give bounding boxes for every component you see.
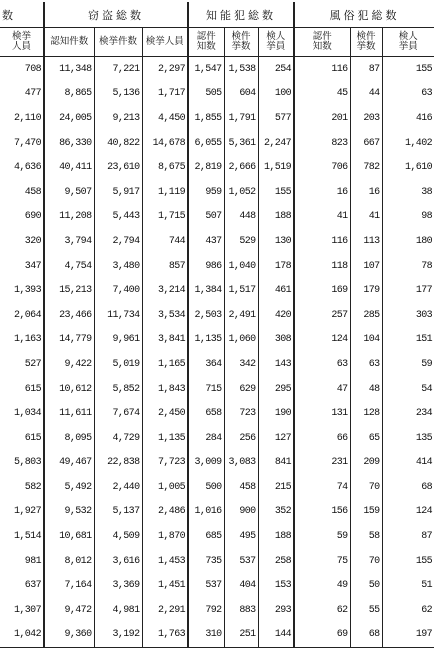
cell-theft-cleared: 40,822	[94, 131, 142, 156]
cell-theft-recognized: 24,005	[44, 106, 94, 131]
cell-int-recognized: 505	[188, 82, 224, 107]
cell-int-persons: 155	[258, 180, 294, 205]
cell-mor-recognized: 16	[294, 180, 350, 205]
table-row	[0, 254, 434, 279]
table-row	[0, 57, 434, 82]
cell-mor-cleared: 16	[350, 180, 382, 205]
cell-theft-cleared: 2,440	[94, 475, 142, 500]
cell-mor-recognized: 47	[294, 377, 350, 402]
cell-theft-persons: 8,675	[142, 155, 188, 180]
cell-mor-persons: 197	[382, 623, 434, 648]
cell-mor-persons: 62	[382, 598, 434, 623]
cell-int-recognized: 2,503	[188, 303, 224, 328]
cell-mor-cleared: 70	[350, 475, 382, 500]
cell-int-recognized: 715	[188, 377, 224, 402]
cell-theft-cleared: 4,729	[94, 426, 142, 451]
cell-theft-recognized: 3,794	[44, 229, 94, 254]
cell-int-persons: 190	[258, 401, 294, 426]
cell-mor-recognized: 41	[294, 205, 350, 230]
cell-mor-cleared: 159	[350, 500, 382, 525]
cell-theft-persons: 1,005	[142, 475, 188, 500]
cell-int-persons: 2,247	[258, 131, 294, 156]
cell-mor-recognized: 75	[294, 549, 350, 574]
cell-mor-recognized: 69	[294, 623, 350, 648]
cell-mor-cleared: 87	[350, 57, 382, 82]
cell-mor-recognized: 169	[294, 278, 350, 303]
cell-theft-recognized: 9,422	[44, 352, 94, 377]
cell-mor-cleared: 113	[350, 229, 382, 254]
cell-arrested-persons: 637	[24, 580, 41, 592]
cell-int-persons: 841	[258, 451, 294, 476]
cell-mor-persons: 414	[382, 451, 434, 476]
cell-theft-cleared: 5,917	[94, 180, 142, 205]
cell-theft-recognized: 9,360	[44, 623, 94, 648]
cell-int-recognized: 735	[188, 549, 224, 574]
cell-int-cleared: 537	[224, 549, 258, 574]
cell-theft-persons: 1,135	[142, 426, 188, 451]
cell-mor-recognized: 201	[294, 106, 350, 131]
table-row	[0, 131, 434, 156]
cell-mor-recognized: 66	[294, 426, 350, 451]
cell-int-persons: 188	[258, 524, 294, 549]
table-row	[0, 377, 434, 402]
cell-int-persons: 178	[258, 254, 294, 279]
cell-int-cleared: 3,083	[224, 451, 258, 476]
cell-int-persons: 215	[258, 475, 294, 500]
cell-theft-recognized: 23,466	[44, 303, 94, 328]
cell-mor-recognized: 823	[294, 131, 350, 156]
cell-theft-recognized: 40,411	[44, 155, 94, 180]
cell-int-cleared: 342	[224, 352, 258, 377]
cell-arrested-persons: 708	[24, 63, 41, 75]
cell-theft-cleared: 7,221	[94, 57, 142, 82]
cell-int-recognized: 792	[188, 598, 224, 623]
cell-int-recognized: 986	[188, 254, 224, 279]
cell-int-persons: 308	[258, 328, 294, 353]
cell-int-persons: 420	[258, 303, 294, 328]
cell-arrested-persons: 1,034	[13, 408, 41, 420]
table-row	[0, 549, 434, 574]
cell-mor-persons: 124	[382, 500, 434, 525]
cell-mor-recognized: 63	[294, 352, 350, 377]
cell-int-recognized: 507	[188, 205, 224, 230]
table-row	[0, 598, 434, 623]
cell-theft-cleared: 5,136	[94, 82, 142, 107]
cell-mor-persons: 135	[382, 426, 434, 451]
cell-int-recognized: 537	[188, 573, 224, 598]
cell-int-cleared: 256	[224, 426, 258, 451]
cell-mor-recognized: 706	[294, 155, 350, 180]
table-row	[0, 451, 434, 476]
cell-arrested-persons: 5,803	[13, 457, 41, 469]
cell-theft-recognized: 11,348	[44, 57, 94, 82]
cell-int-recognized: 364	[188, 352, 224, 377]
cell-mor-cleared: 50	[350, 573, 382, 598]
cell-int-cleared: 404	[224, 573, 258, 598]
cell-int-persons: 143	[258, 352, 294, 377]
cell-mor-cleared: 107	[350, 254, 382, 279]
cell-int-persons: 130	[258, 229, 294, 254]
col-header-arrested-persons: 検挙 人員	[0, 28, 44, 57]
cell-mor-cleared: 179	[350, 278, 382, 303]
cell-int-persons: 153	[258, 573, 294, 598]
col-header-mor-persons: 検人 挙員	[382, 28, 434, 57]
cell-arrested-persons: 1,042	[0, 623, 44, 648]
cell-arrested-persons: 347	[24, 260, 41, 272]
cell-mor-persons: 151	[382, 328, 434, 353]
cell-mor-recognized: 74	[294, 475, 350, 500]
cell-theft-recognized: 49,467	[44, 451, 94, 476]
cell-mor-cleared: 41	[350, 205, 382, 230]
table-row	[0, 229, 434, 254]
cell-int-cleared: 458	[224, 475, 258, 500]
cell-theft-persons: 3,534	[142, 303, 188, 328]
cell-theft-recognized: 14,779	[44, 328, 94, 353]
cell-mor-persons: 78	[382, 254, 434, 279]
cell-theft-cleared: 5,443	[94, 205, 142, 230]
cell-theft-persons: 2,486	[142, 500, 188, 525]
cell-int-cleared: 1,040	[224, 254, 258, 279]
crime-statistics-table	[0, 2, 434, 648]
cell-int-persons: 258	[258, 549, 294, 574]
cell-mor-cleared: 70	[350, 549, 382, 574]
cell-theft-cleared: 23,610	[94, 155, 142, 180]
cell-theft-cleared: 9,213	[94, 106, 142, 131]
cell-arrested-persons: 981	[24, 555, 41, 567]
table-row	[0, 500, 434, 525]
cell-theft-persons: 2,450	[142, 401, 188, 426]
cell-mor-persons: 416	[382, 106, 434, 131]
cell-mor-cleared: 667	[350, 131, 382, 156]
cell-theft-persons: 1,763	[142, 623, 188, 648]
cell-int-recognized: 1,855	[188, 106, 224, 131]
cell-int-cleared: 448	[224, 205, 258, 230]
cell-mor-persons: 155	[382, 57, 434, 82]
cell-mor-persons: 54	[382, 377, 434, 402]
cell-mor-recognized: 124	[294, 328, 350, 353]
cell-mor-persons: 234	[382, 401, 434, 426]
cell-theft-recognized: 9,532	[44, 500, 94, 525]
cell-arrested-persons: 582	[24, 481, 41, 493]
cell-mor-recognized: 62	[294, 598, 350, 623]
cell-theft-cleared: 22,838	[94, 451, 142, 476]
cell-theft-cleared: 5,852	[94, 377, 142, 402]
cell-mor-persons: 59	[382, 352, 434, 377]
cell-int-persons: 254	[258, 57, 294, 82]
cell-int-cleared: 900	[224, 500, 258, 525]
cell-theft-recognized: 11,611	[44, 401, 94, 426]
cell-mor-recognized: 45	[294, 82, 350, 107]
group-header-intellectual: 知能犯総数	[188, 2, 294, 28]
col-header-int-cleared: 検件 挙数	[224, 28, 258, 57]
cell-theft-recognized: 7,164	[44, 573, 94, 598]
cell-mor-cleared: 65	[350, 426, 382, 451]
cell-arrested-persons: 458	[24, 186, 41, 198]
cell-mor-cleared: 128	[350, 401, 382, 426]
cell-int-recognized: 437	[188, 229, 224, 254]
cell-int-cleared: 1,060	[224, 328, 258, 353]
cell-mor-persons: 63	[382, 82, 434, 107]
cell-int-recognized: 685	[188, 524, 224, 549]
cell-theft-persons: 3,214	[142, 278, 188, 303]
cell-int-recognized: 284	[188, 426, 224, 451]
col-header-theft-recognized: 認知件数	[44, 28, 94, 57]
cell-arrested-persons: 1,514	[13, 531, 41, 543]
cell-mor-cleared: 203	[350, 106, 382, 131]
cell-theft-persons: 2,297	[142, 57, 188, 82]
cell-arrested-persons: 7,470	[13, 137, 41, 149]
col-header-mor-cleared: 検件 挙数	[350, 28, 382, 57]
group-header-total: 数	[0, 2, 44, 28]
cell-mor-cleared: 209	[350, 451, 382, 476]
cell-theft-recognized: 4,754	[44, 254, 94, 279]
cell-theft-persons: 1,119	[142, 180, 188, 205]
cell-theft-cleared: 11,734	[94, 303, 142, 328]
cell-mor-persons: 98	[382, 205, 434, 230]
table-row	[0, 205, 434, 230]
table-row	[0, 278, 434, 303]
table-row	[0, 106, 434, 131]
cell-arrested-persons: 615	[24, 383, 41, 395]
cell-theft-cleared: 3,616	[94, 549, 142, 574]
cell-theft-cleared: 3,369	[94, 573, 142, 598]
table-row	[0, 573, 434, 598]
cell-int-cleared: 529	[224, 229, 258, 254]
cell-mor-recognized: 156	[294, 500, 350, 525]
cell-mor-persons: 303	[382, 303, 434, 328]
table-row	[0, 155, 434, 180]
cell-theft-persons: 1,717	[142, 82, 188, 107]
cell-mor-cleared: 55	[350, 598, 382, 623]
cell-int-persons: 127	[258, 426, 294, 451]
cell-theft-recognized: 86,330	[44, 131, 94, 156]
cell-theft-persons: 1,715	[142, 205, 188, 230]
cell-mor-cleared: 58	[350, 524, 382, 549]
cell-int-cleared: 1,052	[224, 180, 258, 205]
cell-theft-recognized: 8,095	[44, 426, 94, 451]
cell-arrested-persons: 477	[24, 88, 41, 100]
cell-int-persons: 100	[258, 82, 294, 107]
cell-mor-persons: 51	[382, 573, 434, 598]
cell-int-persons: 1,519	[258, 155, 294, 180]
cell-theft-recognized: 9,472	[44, 598, 94, 623]
cell-int-cleared: 604	[224, 82, 258, 107]
col-header-mor-recognized: 認件 知数	[294, 28, 350, 57]
cell-int-cleared: 883	[224, 598, 258, 623]
cell-int-recognized: 1,547	[188, 57, 224, 82]
cell-int-cleared: 251	[224, 623, 258, 648]
cell-theft-cleared: 2,794	[94, 229, 142, 254]
cell-int-persons: 461	[258, 278, 294, 303]
cell-int-recognized: 6,055	[188, 131, 224, 156]
cell-arrested-persons: 2,110	[13, 112, 41, 124]
cell-mor-recognized: 257	[294, 303, 350, 328]
cell-int-recognized: 500	[188, 475, 224, 500]
cell-int-persons: 293	[258, 598, 294, 623]
table-row	[0, 623, 434, 648]
col-header-theft-cleared: 検挙件数	[94, 28, 142, 57]
cell-int-cleared: 629	[224, 377, 258, 402]
cell-int-recognized: 3,009	[188, 451, 224, 476]
cell-int-cleared: 2,491	[224, 303, 258, 328]
cell-int-recognized: 1,016	[188, 500, 224, 525]
cell-int-recognized: 310	[188, 623, 224, 648]
col-header-theft-persons: 検挙人員	[142, 28, 188, 57]
cell-int-cleared: 723	[224, 401, 258, 426]
cell-theft-persons: 3,841	[142, 328, 188, 353]
cell-arrested-persons: 690	[24, 211, 41, 223]
group-header-moral: 風俗犯総数	[294, 2, 434, 28]
cell-theft-cleared: 5,019	[94, 352, 142, 377]
cell-mor-recognized: 231	[294, 451, 350, 476]
cell-arrested-persons: 1,163	[13, 334, 41, 346]
cell-theft-recognized: 8,865	[44, 82, 94, 107]
cell-theft-recognized: 10,681	[44, 524, 94, 549]
cell-mor-recognized: 118	[294, 254, 350, 279]
cell-int-recognized: 1,384	[188, 278, 224, 303]
table-body	[0, 57, 434, 648]
cell-theft-persons: 1,843	[142, 377, 188, 402]
cell-theft-persons: 1,453	[142, 549, 188, 574]
cell-theft-cleared: 7,674	[94, 401, 142, 426]
cell-int-persons: 188	[258, 205, 294, 230]
cell-mor-persons: 38	[382, 180, 434, 205]
cell-mor-cleared: 285	[350, 303, 382, 328]
table-row	[0, 303, 434, 328]
table-row	[0, 328, 434, 353]
cell-theft-cleared: 3,192	[94, 623, 142, 648]
cell-theft-persons: 2,291	[142, 598, 188, 623]
cell-mor-persons: 1,402	[382, 131, 434, 156]
table-row	[0, 401, 434, 426]
table-row	[0, 524, 434, 549]
col-header-int-recognized: 認件 知数	[188, 28, 224, 57]
cell-mor-persons: 155	[382, 549, 434, 574]
cell-theft-recognized: 15,213	[44, 278, 94, 303]
cell-int-recognized: 2,819	[188, 155, 224, 180]
table-row	[0, 82, 434, 107]
cell-mor-persons: 177	[382, 278, 434, 303]
cell-int-persons: 352	[258, 500, 294, 525]
cell-mor-recognized: 116	[294, 229, 350, 254]
cell-theft-recognized: 10,612	[44, 377, 94, 402]
cell-mor-recognized: 49	[294, 573, 350, 598]
cell-theft-persons: 1,870	[142, 524, 188, 549]
group-header-theft: 窃盗総数	[44, 2, 188, 28]
cell-mor-cleared: 782	[350, 155, 382, 180]
cell-arrested-persons: 1,393	[13, 285, 41, 297]
cell-theft-cleared: 9,961	[94, 328, 142, 353]
cell-theft-persons: 744	[142, 229, 188, 254]
cell-mor-persons: 1,610	[382, 155, 434, 180]
cell-int-persons: 144	[258, 623, 294, 648]
cell-int-persons: 295	[258, 377, 294, 402]
cell-theft-cleared: 7,400	[94, 278, 142, 303]
cell-theft-cleared: 4,981	[94, 598, 142, 623]
cell-int-cleared: 495	[224, 524, 258, 549]
cell-theft-persons: 857	[142, 254, 188, 279]
cell-theft-persons: 14,678	[142, 131, 188, 156]
table-row	[0, 352, 434, 377]
col-header-int-persons: 検人 挙員	[258, 28, 294, 57]
cell-theft-persons: 4,450	[142, 106, 188, 131]
cell-arrested-persons: 527	[24, 358, 41, 370]
cell-theft-persons: 1,165	[142, 352, 188, 377]
cell-mor-persons: 180	[382, 229, 434, 254]
cell-mor-recognized: 131	[294, 401, 350, 426]
cell-theft-cleared: 5,137	[94, 500, 142, 525]
cell-int-recognized: 959	[188, 180, 224, 205]
cell-mor-recognized: 116	[294, 57, 350, 82]
cell-arrested-persons: 615	[24, 432, 41, 444]
cell-arrested-persons: 320	[24, 235, 41, 247]
cell-int-cleared: 1,791	[224, 106, 258, 131]
cell-theft-recognized: 8,012	[44, 549, 94, 574]
table-row	[0, 475, 434, 500]
cell-mor-cleared: 44	[350, 82, 382, 107]
cell-arrested-persons: 4,636	[13, 162, 41, 174]
cell-arrested-persons: 2,064	[13, 309, 41, 321]
cell-theft-recognized: 9,507	[44, 180, 94, 205]
cell-theft-recognized: 11,208	[44, 205, 94, 230]
cell-int-cleared: 1,538	[224, 57, 258, 82]
cell-mor-persons: 68	[382, 475, 434, 500]
cell-mor-cleared: 63	[350, 352, 382, 377]
cell-int-recognized: 1,135	[188, 328, 224, 353]
cell-int-cleared: 5,361	[224, 131, 258, 156]
cell-theft-persons: 1,451	[142, 573, 188, 598]
table-row	[0, 180, 434, 205]
cell-arrested-persons: 1,307	[13, 604, 41, 616]
cell-theft-cleared: 3,480	[94, 254, 142, 279]
cell-mor-recognized: 59	[294, 524, 350, 549]
cell-int-cleared: 1,517	[224, 278, 258, 303]
cell-mor-persons: 87	[382, 524, 434, 549]
cell-theft-persons: 7,723	[142, 451, 188, 476]
cell-theft-cleared: 4,509	[94, 524, 142, 549]
cell-mor-cleared: 48	[350, 377, 382, 402]
table-row	[0, 426, 434, 451]
cell-mor-cleared: 104	[350, 328, 382, 353]
cell-int-cleared: 2,666	[224, 155, 258, 180]
cell-theft-recognized: 5,492	[44, 475, 94, 500]
cell-arrested-persons: 1,927	[13, 506, 41, 518]
cell-int-recognized: 658	[188, 401, 224, 426]
cell-mor-cleared: 68	[350, 623, 382, 648]
cell-int-persons: 577	[258, 106, 294, 131]
